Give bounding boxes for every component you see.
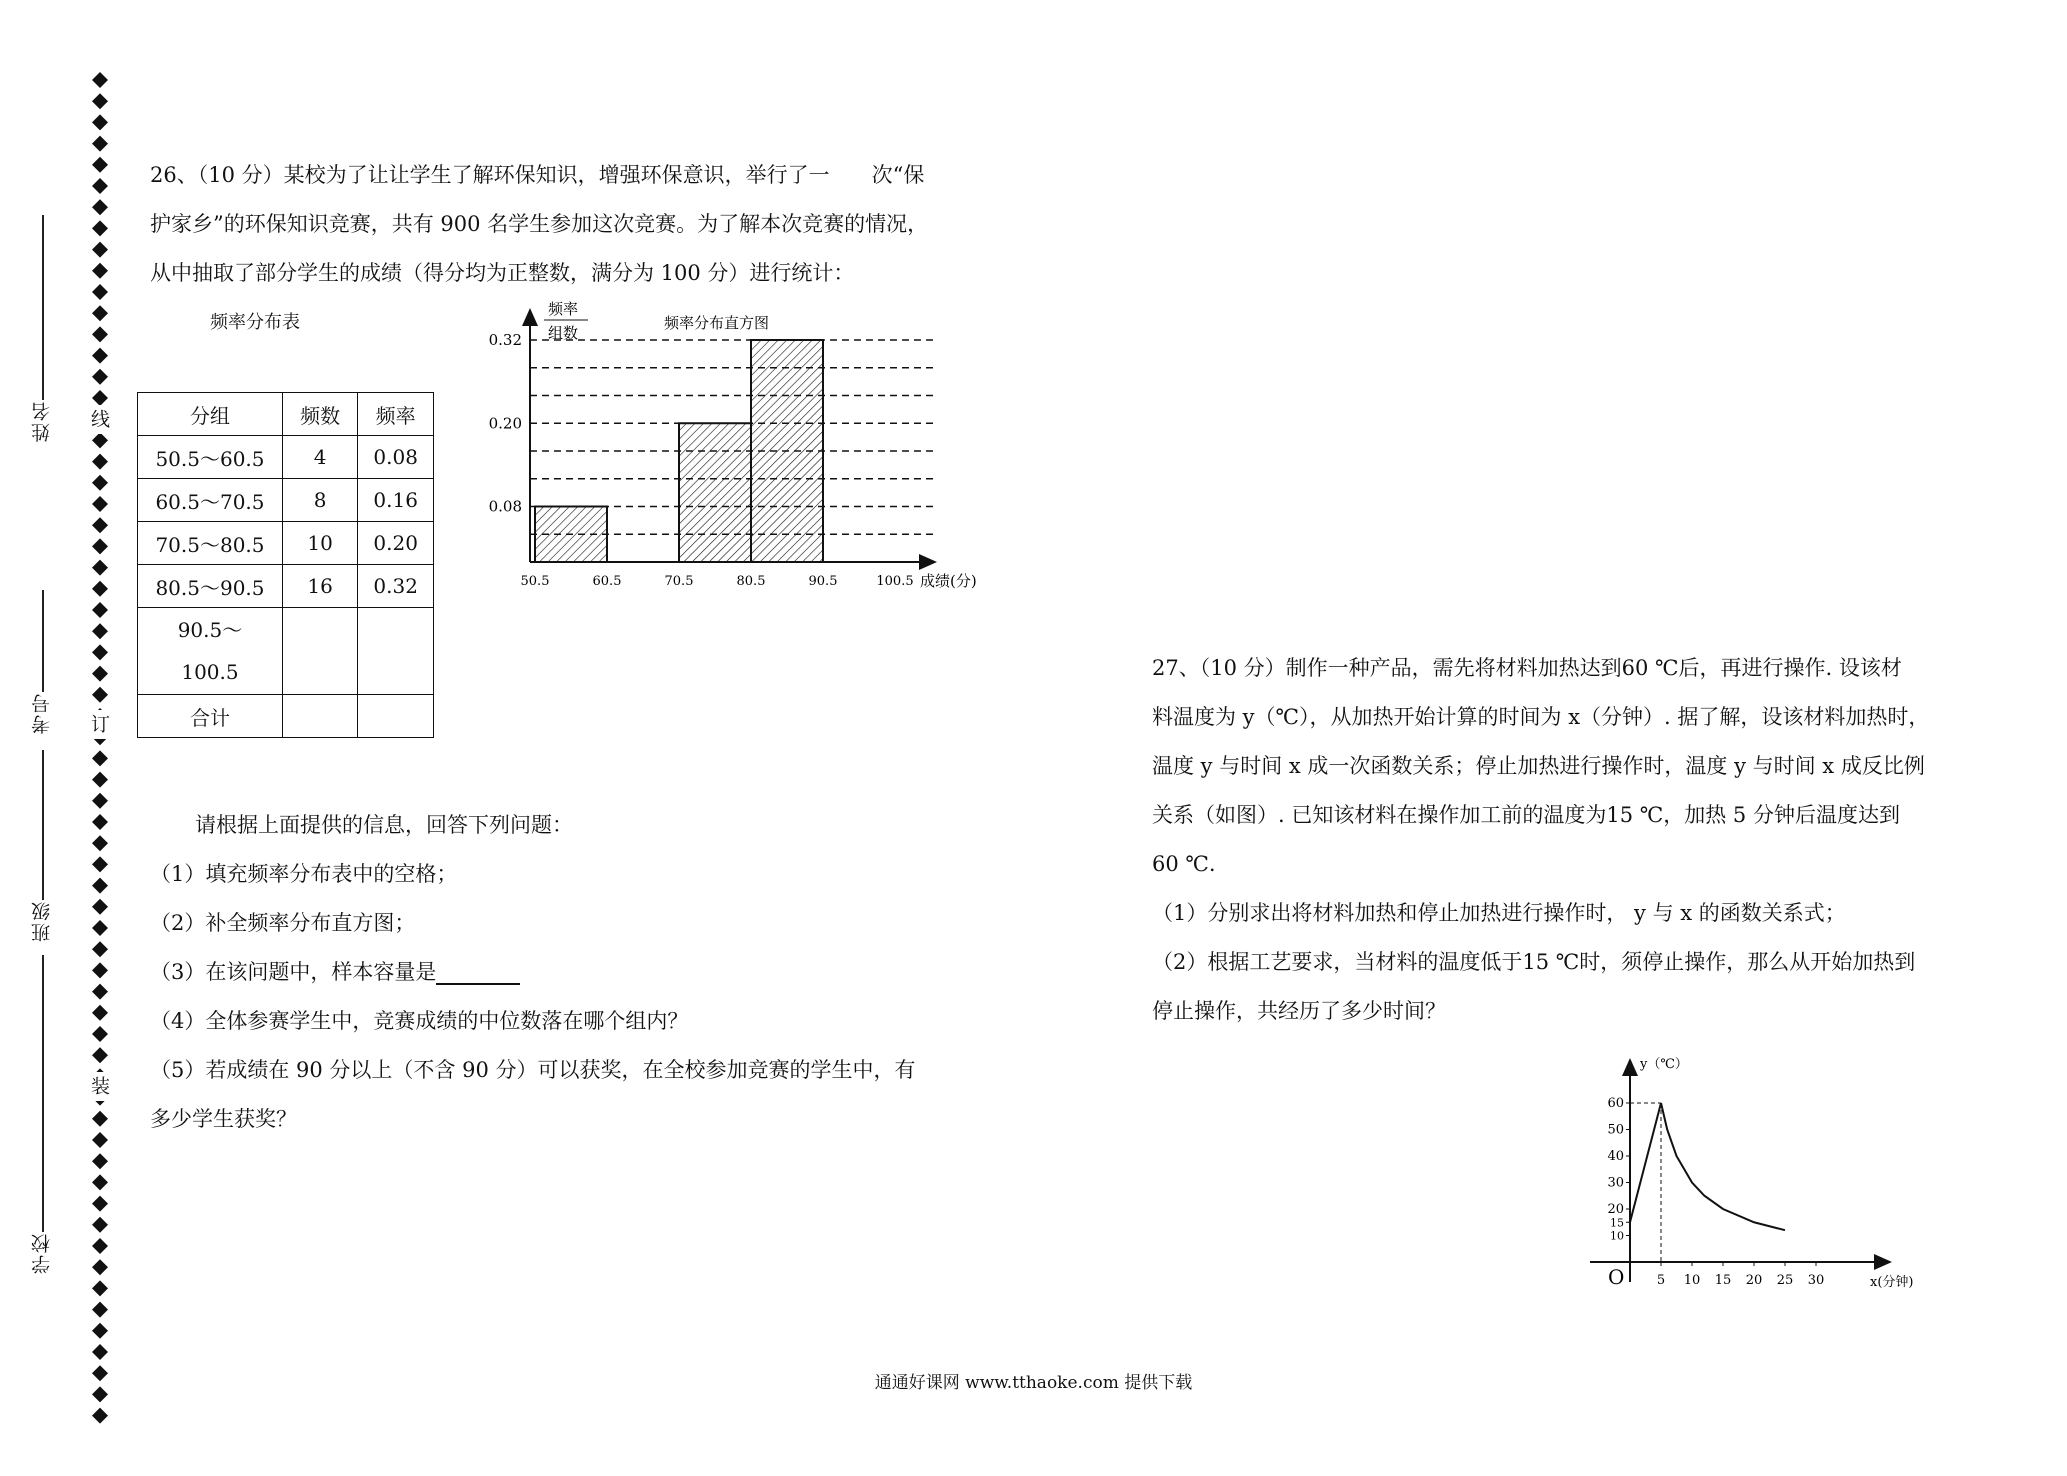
temperature-x-tick-label: 30 — [1807, 1273, 1825, 1288]
histogram-bar — [535, 507, 607, 563]
table-header-cell: 频数 — [282, 393, 357, 436]
binding-diamond — [92, 581, 108, 597]
binding-diamond — [92, 1280, 108, 1296]
temperature-ylabel: y（℃） — [1640, 1057, 1688, 1072]
footer: 通通好课网 www.tthaoke.com 提供下载 — [874, 1373, 1193, 1393]
binding-diamond — [92, 962, 108, 978]
table-cell: 60.5～70.5 — [138, 479, 283, 522]
binding-diamond — [92, 1026, 108, 1042]
table-header-row — [138, 393, 434, 436]
q26-line-1: 26、（10 分）某校为了让让学生了解环保知识，增强环保意识，举行了一 次“保 — [150, 163, 925, 187]
table-cell-blank — [358, 608, 434, 695]
binding-diamond — [92, 284, 108, 300]
binding-diamond — [92, 1259, 108, 1275]
table-cell: 90.5～ 100.5 — [138, 608, 283, 695]
binding-diamond — [92, 1323, 108, 1339]
binding-diamond — [92, 1174, 108, 1190]
histogram-y-ticks — [489, 331, 522, 516]
table-cell: 4 — [282, 436, 357, 479]
sample-size-blank — [436, 963, 520, 985]
binding-diamond — [92, 941, 108, 957]
q27-line-3: 温度 y 与时间 x 成一次函数关系；停止加热进行操作时，温度 y 与时间 x 成反比例 — [1152, 754, 1925, 778]
binding-diamond — [92, 1196, 108, 1212]
binding-diamond — [92, 517, 108, 533]
histogram-xlabel: 成绩(分) — [920, 572, 977, 590]
margin-line — [42, 955, 44, 1245]
binding-diamonds — [88, 70, 112, 1430]
binding-diamond — [92, 984, 108, 1000]
binding-diamond — [92, 1408, 108, 1424]
heating-line — [1630, 1103, 1661, 1222]
table-row — [138, 565, 434, 608]
temperature-x-tick-label: 10 — [1683, 1273, 1701, 1288]
temperature-x-tick-label: 20 — [1745, 1273, 1763, 1288]
margin-line — [42, 750, 44, 900]
binding-diamond — [92, 750, 108, 766]
q27-line-5: 60 ℃. — [1152, 852, 1216, 876]
binding-char-zhuang: 装 — [86, 1072, 113, 1101]
binding-diamond — [92, 178, 108, 194]
table-cell: 80.5～90.5 — [138, 565, 283, 608]
binding-diamond — [92, 1344, 108, 1360]
binding-diamond — [92, 538, 108, 554]
temperature-xlabel: x(分钟) — [1870, 1275, 1914, 1290]
binding-diamond — [92, 835, 108, 851]
binding-diamond — [92, 157, 108, 173]
binding-diamond — [92, 666, 108, 682]
binding-diamond — [92, 1153, 108, 1169]
temperature-y-tick-label: 20 — [1607, 1202, 1624, 1217]
frequency-histogram — [480, 290, 1000, 600]
q26-question-5-cont: 多少学生获奖？ — [150, 1107, 297, 1131]
binding-diamond — [92, 1217, 108, 1233]
binding-diamond — [92, 475, 108, 491]
histogram-x-tick-label: 80.5 — [736, 574, 766, 589]
binding-diamond-column — [88, 70, 112, 1430]
histogram-x-tick-label: 70.5 — [664, 574, 694, 589]
table-cell: 16 — [282, 565, 357, 608]
binding-diamond — [92, 369, 108, 385]
cooling-curve — [1661, 1103, 1785, 1230]
table-row — [138, 522, 434, 565]
binding-diamond — [92, 1005, 108, 1021]
table-cell-blank — [282, 695, 357, 738]
table-row — [138, 608, 434, 695]
binding-diamond — [92, 93, 108, 109]
binding-diamond — [92, 856, 108, 872]
q27-line-4: 关系（如图）. 已知该材料在操作加工前的温度为15 ℃，加热 5 分钟后温度达到 — [1152, 803, 1900, 827]
binding-diamond — [92, 814, 108, 830]
temperature-y-tick-label: 15 — [1610, 1216, 1624, 1230]
table-cell: 10 — [282, 522, 357, 565]
binding-diamond — [92, 454, 108, 470]
histogram-bar — [679, 423, 751, 562]
table-cell: 0.20 — [358, 522, 434, 565]
table-cell: 8 — [282, 479, 357, 522]
table-row — [138, 436, 434, 479]
binding-diamond — [92, 687, 108, 703]
q26-question-4: （4）全体参赛学生中，竞赛成绩的中位数落在哪个组内？ — [150, 1009, 689, 1033]
binding-diamond — [92, 199, 108, 215]
margin-label-exam-number: 考号 — [28, 692, 55, 734]
temperature-guide-lines — [1630, 1103, 1661, 1262]
binding-diamond — [92, 644, 108, 660]
q26-line-2: 护家乡”的环保知识竞赛，共有 900 名学生参加这次竞赛。为了解本次竞赛的情况， — [150, 212, 929, 236]
binding-diamond — [92, 899, 108, 915]
temperature-x-tick-label: 25 — [1776, 1273, 1794, 1288]
temperature-y-tick-label: 30 — [1607, 1175, 1624, 1191]
binding-diamond — [92, 432, 108, 448]
table-row — [138, 695, 434, 738]
table-row — [138, 479, 434, 522]
binding-char-xian: 线 — [86, 405, 113, 434]
histogram-x-tick-label: 100.5 — [876, 574, 914, 589]
binding-diamond — [92, 136, 108, 152]
margin-line — [42, 590, 44, 700]
binding-diamond — [92, 263, 108, 279]
binding-diamond — [92, 496, 108, 512]
binding-diamond — [92, 560, 108, 576]
binding-diamond — [92, 114, 108, 130]
histogram-x-tick-label: 50.5 — [520, 574, 550, 589]
q26-question-2: （2）补全频率分布直方图； — [150, 911, 416, 935]
q27-line-1: 27、（10 分）制作一种产品，需先将材料加热达到60 ℃后，再进行操作. 设该材 — [1152, 656, 1902, 680]
q26-question-1: （1）填充频率分布表中的空格； — [150, 862, 458, 886]
binding-diamond — [92, 623, 108, 639]
margin-label-name: 姓名 — [28, 400, 55, 442]
q26-question-3: （3）在该问题中，样本容量是 — [150, 960, 437, 984]
temperature-y-tick-label: 40 — [1607, 1149, 1624, 1164]
temperature-x-tick-label: 15 — [1714, 1273, 1732, 1288]
histogram-y-tick-label: 0.32 — [488, 331, 522, 349]
histogram-title: 频率分布直方图 — [664, 314, 770, 332]
temperature-x-tick-label: 5 — [1656, 1273, 1666, 1288]
temperature-y-ticks — [1607, 1096, 1630, 1243]
q26-line-3: 从中抽取了部分学生的成绩（得分均为正整数，满分为 100 分）进行统计： — [150, 261, 855, 285]
table-cell: 0.08 — [358, 436, 434, 479]
q27-line-2: 料温度为 y（℃），从加热开始计算的时间为 x（分钟）. 据了解，设该材料加热时， — [1152, 705, 1930, 729]
binding-diamond — [92, 878, 108, 894]
binding-diamond — [92, 348, 108, 364]
histogram-ylabel-denominator: 组数 — [548, 324, 579, 342]
binding-diamond — [92, 1238, 108, 1254]
table-cell: 0.32 — [358, 565, 434, 608]
histogram-x-ticks — [521, 574, 914, 589]
frequency-table-title: 频率分布表 — [210, 312, 300, 333]
table-cell: 70.5～80.5 — [138, 522, 283, 565]
temperature-x-ticks — [1657, 1262, 1824, 1288]
q26-intro: 请根据上面提供的信息，回答下列问题： — [195, 813, 573, 837]
binding-diamond — [92, 220, 108, 236]
binding-diamond — [92, 920, 108, 936]
q26-question-5: （5）若成绩在 90 分以上（不含 90 分）可以获奖，在全校参加竞赛的学生中，有 — [150, 1058, 916, 1082]
temperature-y-tick-label: 10 — [1610, 1229, 1624, 1243]
binding-diamond — [92, 242, 108, 258]
binding-diamond — [92, 793, 108, 809]
binding-diamond — [92, 1302, 108, 1318]
binding-diamond — [92, 1111, 108, 1127]
table-cell: 合计 — [138, 695, 283, 738]
binding-char-ding: 订 — [86, 710, 113, 739]
histogram-x-tick-label: 60.5 — [592, 574, 622, 589]
frequency-table — [137, 392, 434, 738]
table-header-cell: 分组 — [138, 393, 283, 436]
temperature-y-tick-label: 50 — [1607, 1122, 1624, 1138]
binding-diamond — [92, 1047, 108, 1063]
binding-diamond — [92, 772, 108, 788]
q27-question-2-cont: 停止操作，共经历了多少时间？ — [1152, 999, 1446, 1023]
binding-diamond — [92, 1132, 108, 1148]
q27-question-1: （1）分别求出将材料加热和停止加热进行操作时， y 与 x 的函数关系式； — [1152, 901, 1846, 925]
margin-label-school: 学校 — [28, 1232, 55, 1274]
histogram-y-tick-label: 0.08 — [488, 497, 522, 516]
temperature-graph — [1570, 1050, 1940, 1300]
temperature-series — [1630, 1103, 1785, 1230]
table-header-cell: 频率 — [358, 393, 434, 436]
table-cell: 0.16 — [358, 479, 434, 522]
table-cell-blank — [282, 608, 357, 695]
histogram-ylabel-numerator: 频率 — [548, 300, 579, 318]
binding-diamond — [92, 72, 108, 88]
q26-question-3-row — [150, 959, 520, 985]
table-cell-blank — [358, 695, 434, 738]
binding-diamond — [92, 305, 108, 321]
histogram-bar — [751, 340, 823, 562]
temperature-y-tick-label: 60 — [1607, 1096, 1624, 1111]
binding-diamond — [92, 390, 108, 406]
temperature-origin-label: O — [1608, 1265, 1625, 1289]
binding-diamond — [92, 602, 108, 618]
histogram-y-tick-label: 0.20 — [488, 414, 522, 433]
table-cell: 50.5～60.5 — [138, 436, 283, 479]
q27-question-2: （2）根据工艺要求，当材料的温度低于15 ℃时，须停止操作，那么从开始加热到 — [1152, 950, 1916, 974]
binding-diamond — [92, 326, 108, 342]
histogram-x-tick-label: 90.5 — [808, 574, 838, 589]
margin-label-class: 班级 — [28, 900, 55, 942]
